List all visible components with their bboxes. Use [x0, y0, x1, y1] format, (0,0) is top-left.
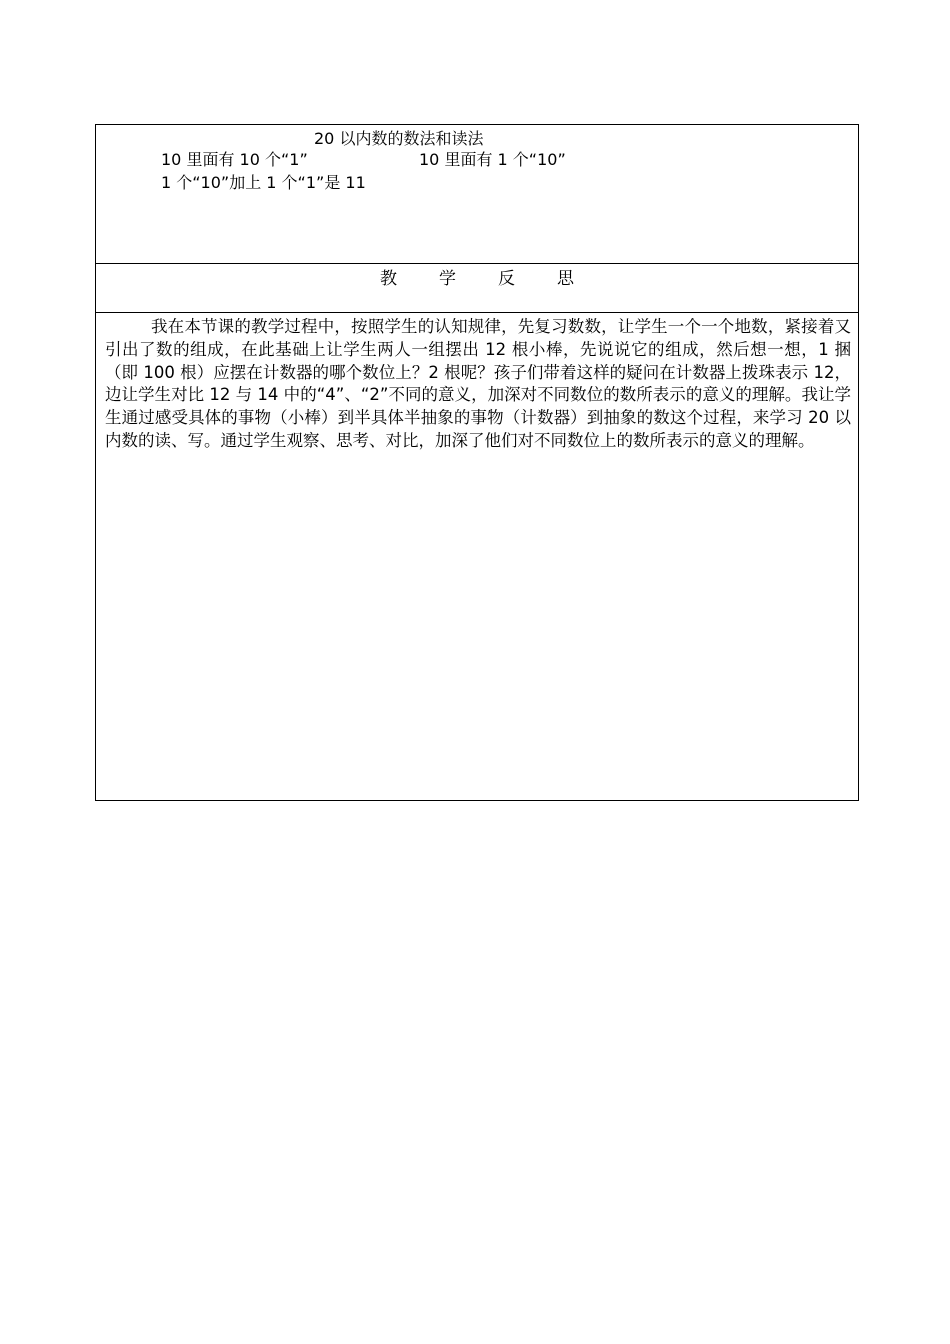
board-line-eleven: 1 个“10”加上 1 个“1”是 11: [161, 173, 366, 192]
reflection-heading-cell: [96, 264, 858, 313]
board-design-cell: [96, 125, 858, 264]
board-line-one-ten: 10 里面有 1 个“10”: [419, 150, 566, 169]
board-title: 20 以内数的数法和读法: [314, 129, 484, 148]
reflection-paragraph: 我在本节课的教学过程中，按照学生的认知规律，先复习数数，让学生一个一个地数，紧接着又引出了数的组成，在此基础上让学生两人一组摆出 12 根小棒，先说说它的组成，然后想一想，1 捆（即 100 根）应摆在计数器的哪个数位上？2 根呢？孩子们带着这样的疑问在计数器上拨珠表示 12，边让学生对比 12 与 14 中的“4”、“2”不同的意义，加深对不同数位的数所表示的意义的理解。我让学生通过感受具体的事物（小棒）到半具体半抽象的事物（计数器）到抽象的数这个过程，来学习 20 以内数的读、写。通过学生观察、思考、对比，加深了他们对不同数位上的数所表示的意义的理解。: [105, 317, 851, 450]
lesson-table: [95, 124, 859, 801]
reflection-heading: 教学反思: [380, 269, 616, 289]
reflection-body-cell: [96, 313, 858, 800]
board-line-ten-ones: 10 里面有 10 个“1”: [161, 150, 308, 169]
